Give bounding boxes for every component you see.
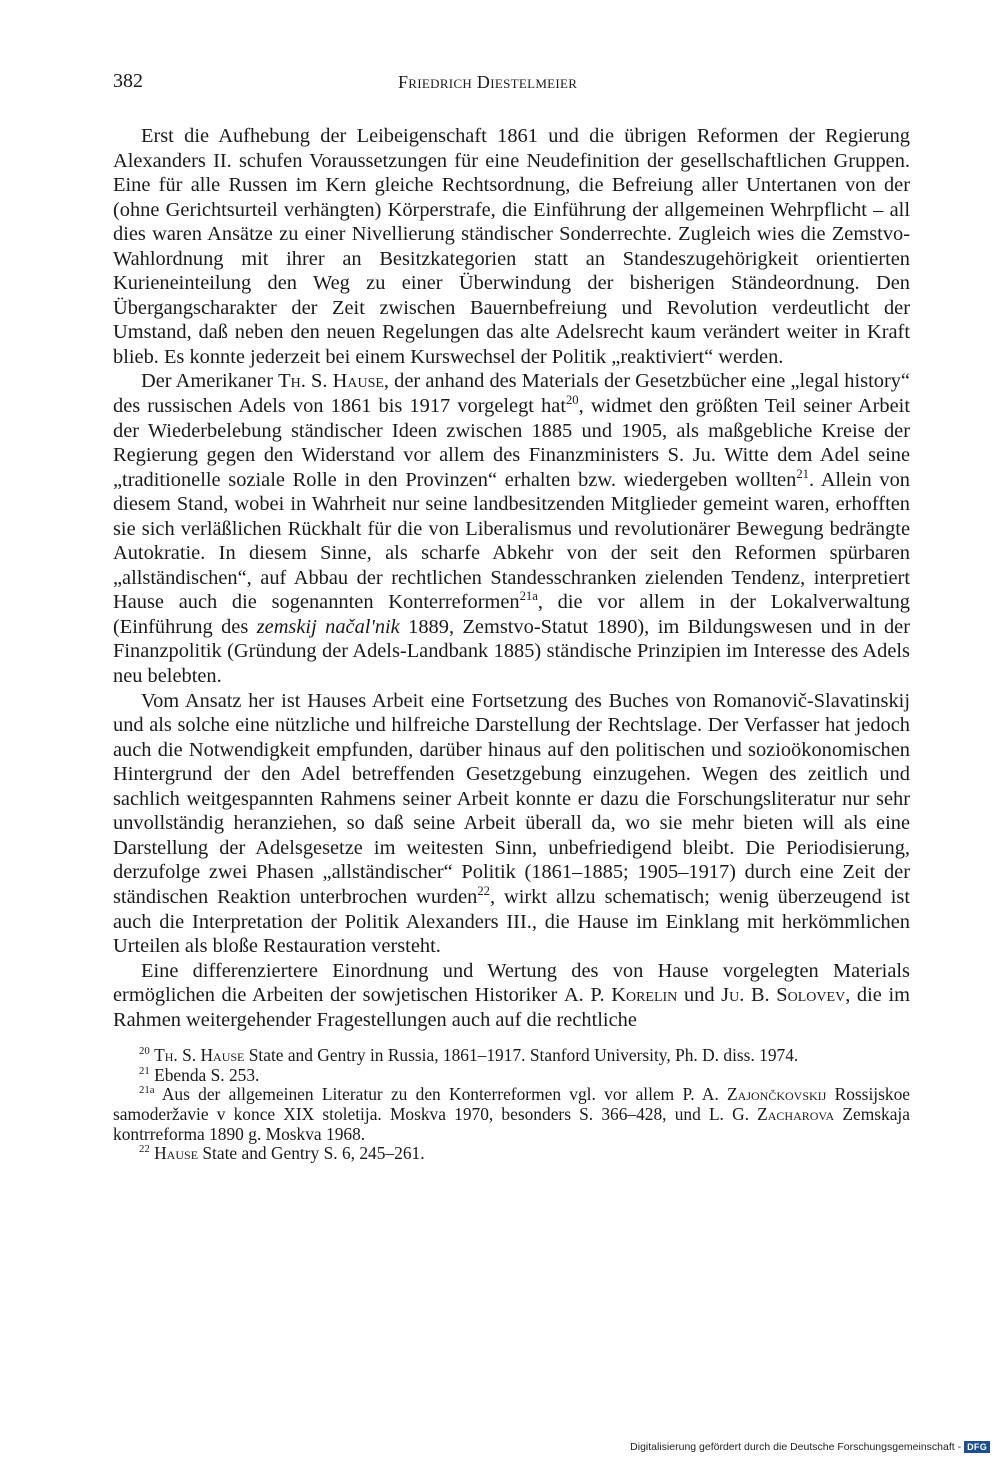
author-name: Ju. B. Solovev xyxy=(721,984,846,1007)
digitization-notice xyxy=(630,1441,990,1453)
author-name: Th. S. Hause xyxy=(154,1045,245,1066)
paragraph-4: Eine differenziertere Einordnung und Wertung des von Hause vorgelegten Materials ermöglichen die Arbeiten der sowjetischen Historiker A. P. Korelin und Ju. B. Solovev, die im Rahmen weitergehender Fragestellungen auch auf die rechtliche xyxy=(113,959,911,1031)
author-name: L. G. Zacharova xyxy=(708,1104,835,1125)
footnote-21a: $^{21a}$ Aus der allgemeinen Literatur zu den Konterreformen vgl. vor allem P. A. Zajončkovskij Rossijskoe samoderžavie v konce XIX stoletija. Moskva 1970, besonders S. 366–428, und L. G. Zacharova Zemskaja kontrreforma 1890 g. Moskva 1968. xyxy=(113,1084,910,1144)
paragraph-3: Vom Ansatz her ist Hauses Arbeit eine Fortsetzung des Buches von Romanovič-Slavatinskij und als solche eine nützliche und hilfreiche Darstellung der Rechtslage. Der Verfasser hat jedoch auch die Notwendigkeit empfunden, darüber hinaus auf den politischen und sozioökonomischen Hintergrund der den Adel betreffenden Gesetzgebung einzugehen. Wegen des zeitlich und sachlich weitgespannten Rahmens seiner Arbeit konnte er dazu die Forschungsliteratur nur sehr unvollständig heranziehen, so daß seine Arbeit überall da, wo sie mehr bieten will als eine Darstellung der Adelsgesetze im weitesten Sinn, unbefriedigend bleibt. Die Periodisierung, derzufolge zwei Phasen „allständischer“ Politik (1861–1885; 1905–1917) durch eine Zeit der ständischen Reaktion unterbrochen wurden$^{22}$, wirkt allzu schematisch; wenig überzeugend ist auch die Interpretation der Politik Alexanders III., die Hause im Einklang mit herkömmlichen Urteilen als bloße Restauration versteht. xyxy=(113,689,910,958)
body-text xyxy=(113,124,910,1032)
footnote-22: $^{22}$ Hause State and Gentry S. 6, 245–261. xyxy=(139,1143,425,1164)
author-name: P. A. Zajončkovskij xyxy=(682,1084,827,1105)
book-page xyxy=(113,70,910,1164)
footnote-ref-22[interactable]: 22 xyxy=(477,884,490,899)
footnote-ref-20[interactable]: 20 xyxy=(565,393,579,408)
paragraph-1: Erst die Aufhebung der Leibeigenschaft 1861 und die übrigen Reformen der Regierung Alexanders II. schufen Voraussetzungen für eine Neudefinition der gesellschaftlichen Gruppen. Eine für alle Russen im Kern gleiche Rechtsordnung, die Befreiung aller Untertanen von der (ohne Gerichtsurteil verhängten) Körperstrafe, die Einführung der allgemeinen Wehrpflicht – all dies waren Ansätze zu einer Nivellierung ständischer Sonderrechte. Zugleich wies die Zemstvo-Wahlordnung mit ihrer an Besitzkategorien statt an Standeszugehörigkeit orientierten Kurieneinteilung den Weg zu einer Überwindung der bisherigen Ständeordnung. Den Übergangscharakter der Zeit zwischen Bauernbefreiung und Revolution verdeutlicht der Umstand, daß neben den neuen Regelungen das alte Adelsrecht kaum verändert weiter in Kraft blieb. Es konnte jederzeit bei einem Kurswechsel der Politik „reaktiviert“ werden. xyxy=(113,125,910,368)
footnote-ref-21a[interactable]: 21a xyxy=(519,589,538,604)
page-number: 382 xyxy=(113,70,143,92)
footnote-ref-21[interactable]: 21 xyxy=(796,466,809,481)
author-name: Hause xyxy=(154,1143,199,1164)
footnotes xyxy=(113,1046,910,1164)
paragraph-2: Der Amerikaner Th. S. Hause, der anhand des Materials der Gesetzbücher eine „legal history“ des russischen Adels von 1861 bis 1917 vorgelegt hat$^{20}$, widmet den größten Teil seiner Arbeit der Wiederbelebung ständischer Ideen zwischen 1885 und 1905, als maßgebliche Kreise der Regierung gegen den Widerstand vor allem des Finanzministers S. Ju. Witte dem Adel seine „traditionelle soziale Rolle in den Provinzen“ erhalten bzw. wiedergeben wollten$^{21}$. Allein von diesem Stand, wobei in Wahrheit nur seine landbesitzenden Mitglieder gemeint waren, erhofften sie sich verläßlichen Rückhalt für die von Liberalismus und revolutionärer Bewegung bedrängte Autokratie. In diesem Sinne, als scharfe Abkehr von der seit den Reformen spürbaren „allständischen“, auf Abbau der rechtlichen Standesschranken zielenden Tendenz, interpretiert Hause auch die sogenannten Konterreformen$^{21a}$, die vor allem in der Lokalverwaltung (Einführung des zemskij načal'nik 1889, Zemstvo-Statut 1890), im Bildungswesen und in der Finanzpolitik (Gründung der Adels-Landbank 1885) ständische Prinzipien im Interesse des Adels neu belebten. xyxy=(113,370,911,688)
running-head: Friedrich Diestelmeier xyxy=(398,72,578,92)
digitization-notice-text: Digitalisierung gefördert durch die Deutsche Forschungsgemeinschaft - xyxy=(630,1441,962,1453)
italic-term: zemskij načal'nik xyxy=(256,615,400,638)
page-header xyxy=(113,70,910,102)
author-name: A. P. Korelin xyxy=(563,984,678,1007)
dfg-logo-icon: DFG xyxy=(964,1441,990,1453)
footnote-21: $^{21}$ Ebenda S. 253. xyxy=(139,1064,260,1085)
footnote-20: $^{20}$ Th. S. Hause State and Gentry in Russia, 1861–1917. Stanford University, Ph. D. diss. 1974. xyxy=(139,1045,799,1066)
author-name: Th. S. Hause xyxy=(278,370,384,393)
